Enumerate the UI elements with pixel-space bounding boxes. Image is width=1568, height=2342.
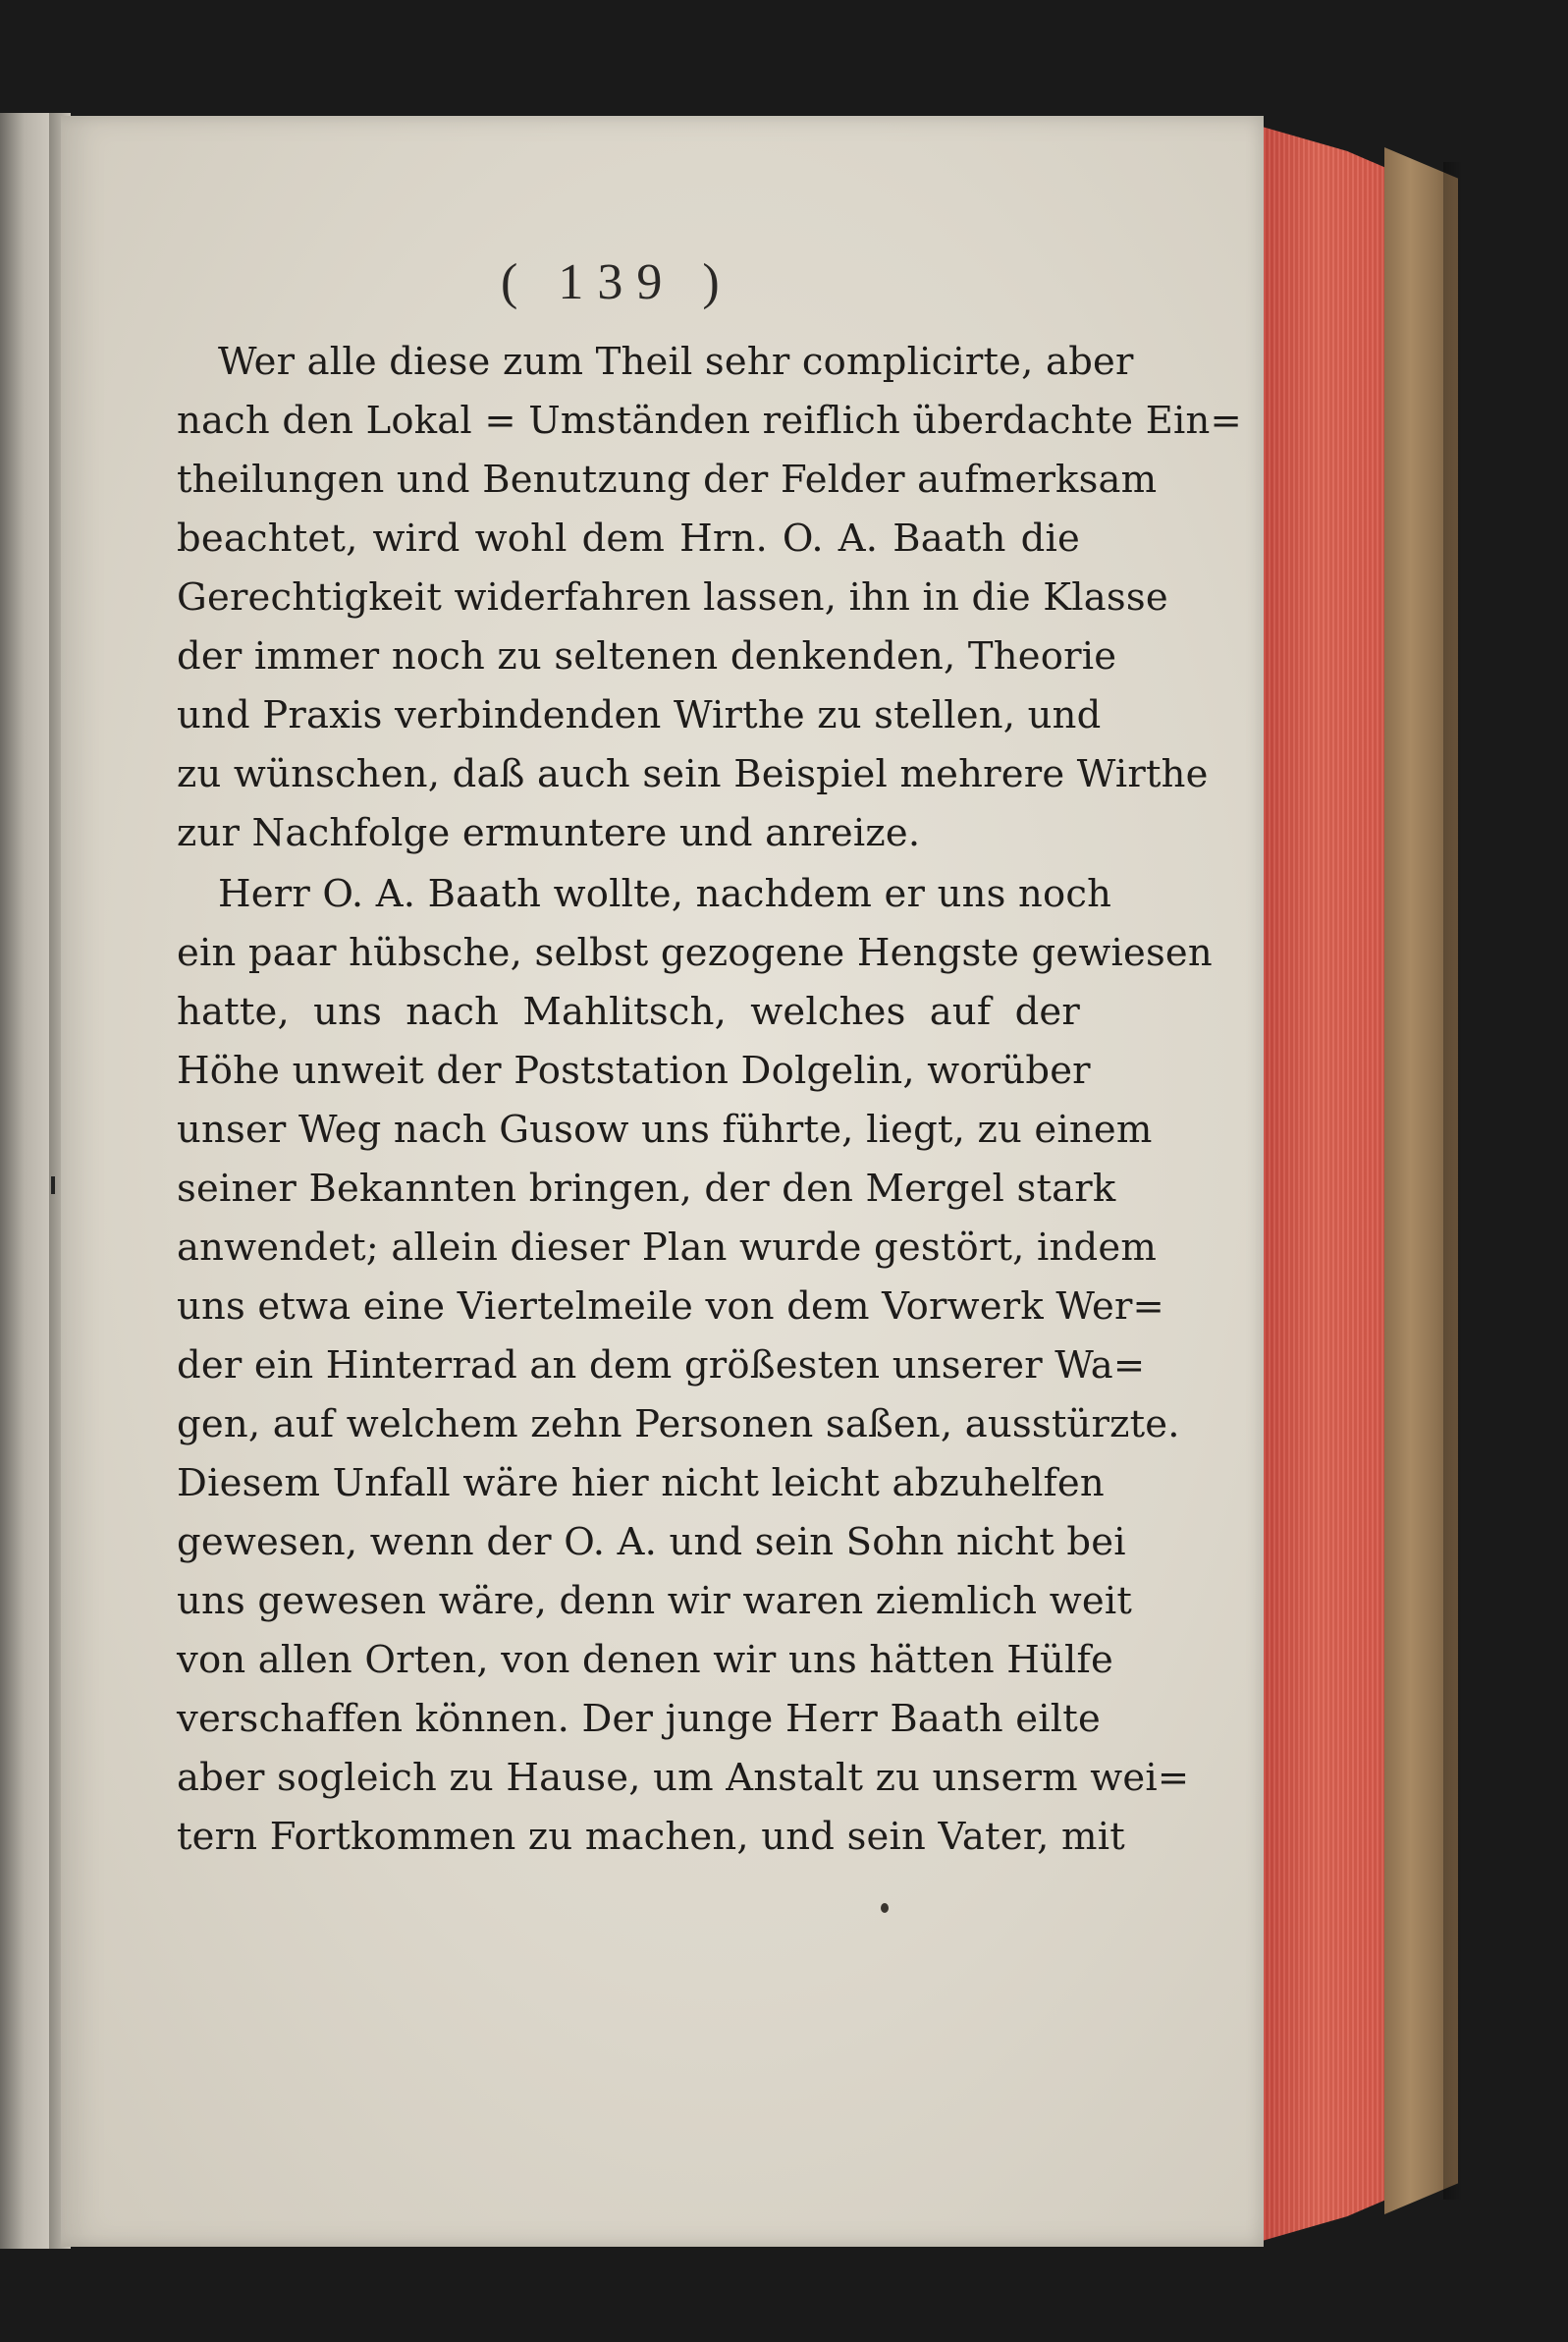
text-line: zu wünschen, daß auch sein Beispiel mehrere Wirthe bbox=[177, 752, 1209, 796]
text-line: Herr O. A. Baath wollte, nachdem er uns noch bbox=[218, 872, 1112, 916]
red-page-edges bbox=[1259, 126, 1406, 2242]
text-line: der ein Hinterrad an dem größesten unserer Wa= bbox=[177, 1343, 1146, 1388]
ink-speck bbox=[881, 1903, 889, 1913]
cover-shadow bbox=[1443, 162, 1463, 2200]
previous-page-edge bbox=[0, 113, 54, 2249]
text-line: Gerechtigkeit widerfahren lassen, ihn in die Klasse bbox=[177, 575, 1168, 620]
text-line: tern Fortkommen zu machen, und sein Vater, mit bbox=[177, 1815, 1125, 1859]
text-line: Diesem Unfall wäre hier nicht leicht abzuhelfen bbox=[177, 1461, 1105, 1505]
text-line: anwendet; allein dieser Plan wurde gestört, indem bbox=[177, 1225, 1158, 1270]
text-line: der immer noch zu seltenen denkenden, Theorie bbox=[177, 634, 1117, 679]
text-line: beachtet, wird wohl dem Hrn. O. A. Baath die bbox=[177, 517, 1080, 561]
text-line: gen, auf welchem zehn Personen saßen, ausstürzte. bbox=[177, 1402, 1180, 1446]
text-line: Höhe unweit der Poststation Dolgelin, worüber bbox=[177, 1049, 1091, 1093]
text-line: verschaffen können. Der junge Herr Baath eilte bbox=[177, 1697, 1101, 1741]
text-line: zur Nachfolge ermuntere und anreize. bbox=[177, 811, 921, 855]
text-line: nach den Lokal = Umständen reiflich überdachte Ein= bbox=[177, 399, 1243, 443]
text-line: uns etwa eine Viertelmeile von dem Vorwerk Wer= bbox=[177, 1284, 1165, 1329]
text-line: aber sogleich zu Hause, um Anstalt zu unserm wei= bbox=[177, 1756, 1190, 1800]
text-line: von allen Orten, von denen wir uns hätten Hülfe bbox=[177, 1638, 1113, 1682]
page-number: ( 139 ) bbox=[501, 254, 733, 310]
text-line: ein paar hübsche, selbst gezogene Hengste gewiesen bbox=[177, 931, 1213, 975]
margin-mark bbox=[51, 1176, 55, 1194]
text-line: seiner Bekannten bringen, der den Mergel stark bbox=[177, 1167, 1116, 1211]
text-line: theilungen und Benutzung der Felder aufmerksam bbox=[177, 458, 1158, 502]
text-line: hatte, uns nach Mahlitsch, welches auf der bbox=[177, 990, 1080, 1034]
text-line: gewesen, wenn der O. A. und sein Sohn nicht bei bbox=[177, 1520, 1126, 1564]
text-line: und Praxis verbindenden Wirthe zu stellen, und bbox=[177, 693, 1102, 737]
text-line: Wer alle diese zum Theil sehr complicirte, aber bbox=[218, 340, 1134, 384]
text-line: unser Weg nach Gusow uns führte, liegt, zu einem bbox=[177, 1108, 1153, 1152]
text-line: uns gewesen wäre, denn wir waren ziemlich weit bbox=[177, 1579, 1133, 1623]
